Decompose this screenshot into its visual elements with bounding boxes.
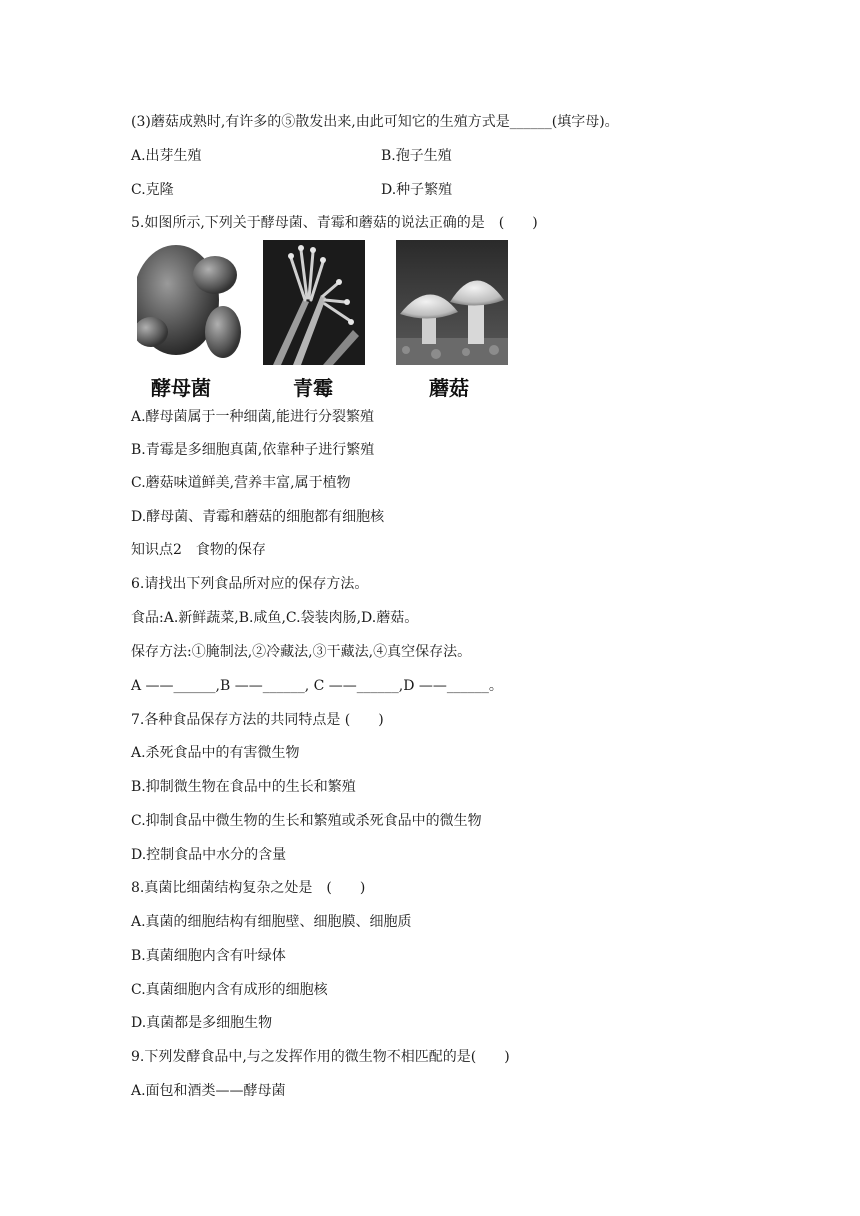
q6-answer-line: A ——______,B ——______, C ——______,D ——______。 <box>131 678 503 694</box>
q4-3-option-c: C.克隆 <box>131 182 174 198</box>
q5-option-d: D.酵母菌、青霉和蘑菇的细胞都有细胞核 <box>131 509 385 525</box>
figure-label-penicillium: 青霉 <box>293 376 333 400</box>
q6-foods: 食品:A.新鲜蔬菜,B.咸鱼,C.袋装肉肠,D.蘑菇。 <box>131 610 419 626</box>
q5-question: 5.如图所示,下列关于酵母菌、青霉和蘑菇的说法正确的是 ( ) <box>131 215 538 231</box>
yeast-image <box>131 240 241 365</box>
q4-3-options-row-1 <box>131 146 452 166</box>
q8-question: 8.真菌比细菌结构复杂之处是 ( ) <box>131 880 366 896</box>
q5-option-c: C.蘑菇味道鲜美,营养丰富,属于植物 <box>131 475 351 491</box>
mushroom-image <box>396 240 508 365</box>
q8-option-a: A.真菌的细胞结构有细胞壁、细胞膜、细胞质 <box>131 914 412 930</box>
q8-option-d: D.真菌都是多细胞生物 <box>131 1015 273 1031</box>
q7-option-a: A.杀死食品中的有害微生物 <box>131 745 300 761</box>
section-title: 知识点2 食物的保存 <box>131 542 266 558</box>
q5-option-a: A.酵母菌属于一种细菌,能进行分裂繁殖 <box>131 409 375 425</box>
q7-option-b: B.抑制微生物在食品中的生长和繁殖 <box>131 779 356 795</box>
q4-3-question: (3)蘑菇成熟时,有许多的⑤散发出来,由此可知它的生殖方式是______(填字母)。 <box>131 114 619 130</box>
q5-figure <box>131 240 551 400</box>
q4-3-option-a: A.出芽生殖 <box>131 148 202 164</box>
figure-label-yeast: 酵母菌 <box>151 376 211 400</box>
q5-option-b: B.青霉是多细胞真菌,依靠种子进行繁殖 <box>131 442 375 458</box>
q7-option-d: D.控制食品中水分的含量 <box>131 847 287 863</box>
q4-3-options-row-2 <box>131 180 453 200</box>
q9-option-a: A.面包和酒类——酵母菌 <box>131 1083 286 1099</box>
q7-question: 7.各种食品保存方法的共同特点是 ( ) <box>131 712 384 728</box>
q9-question: 9.下列发酵食品中,与之发挥作用的微生物不相匹配的是( ) <box>131 1049 510 1065</box>
figure-label-mushroom: 蘑菇 <box>429 376 469 400</box>
penicillium-image <box>263 240 365 365</box>
q8-option-c: C.真菌细胞内含有成形的细胞核 <box>131 982 328 998</box>
q7-option-c: C.抑制食品中微生物的生长和繁殖或杀死食品中的微生物 <box>131 813 482 829</box>
q6-question: 6.请找出下列食品所对应的保存方法。 <box>131 576 369 592</box>
q4-3-option-b: B.孢子生殖 <box>381 148 452 164</box>
q6-methods: 保存方法:①腌制法,②冷藏法,③干藏法,④真空保存法。 <box>131 644 472 660</box>
q4-3-option-d: D.种子繁殖 <box>381 182 453 198</box>
q8-option-b: B.真菌细胞内含有叶绿体 <box>131 948 286 964</box>
